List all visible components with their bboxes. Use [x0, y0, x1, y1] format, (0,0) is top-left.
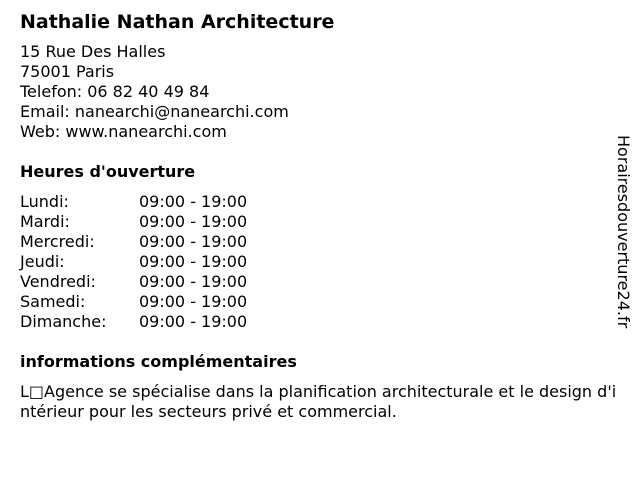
- hours-row-thursday: [20, 252, 620, 272]
- day-label: Dimanche:: [20, 312, 107, 331]
- hours-row-monday: [20, 192, 620, 212]
- watermark-text: Horairesdouverture24.fr: [614, 135, 633, 329]
- day-label: Vendredi:: [20, 272, 96, 291]
- time-range: 09:00 - 19:00: [139, 232, 248, 251]
- additional-info-text: L□Agence se spécialise dans la planification architecturale et le design d'intérieur pour les secteurs privé et commercial.: [20, 382, 617, 421]
- time-range: 09:00 - 19:00: [139, 272, 248, 291]
- phone-number: Telefon: 06 82 40 49 84: [20, 82, 210, 101]
- hours-row-wednesday: [20, 232, 620, 252]
- day-label: Jeudi:: [20, 252, 65, 271]
- time-range: 09:00 - 19:00: [139, 252, 248, 271]
- time-range: 09:00 - 19:00: [139, 212, 248, 231]
- street-address: 15 Rue Des Halles: [20, 42, 166, 61]
- hours-row-sunday: [20, 312, 620, 332]
- business-card: [20, 10, 620, 422]
- hours-row-saturday: [20, 292, 620, 312]
- hours-row-friday: [20, 272, 620, 292]
- time-range: 09:00 - 19:00: [139, 292, 248, 311]
- city-postcode: 75001 Paris: [20, 62, 115, 81]
- time-range: 09:00 - 19:00: [139, 192, 248, 211]
- time-range: 09:00 - 19:00: [139, 312, 248, 331]
- day-label: Lundi:: [20, 192, 69, 211]
- day-label: Samedi:: [20, 292, 86, 311]
- day-label: Mercredi:: [20, 232, 95, 251]
- opening-hours-table: [20, 192, 620, 332]
- business-name: Nathalie Nathan Architecture: [20, 11, 335, 33]
- day-label: Mardi:: [20, 212, 70, 231]
- additional-info-heading: informations complémentaires: [20, 352, 297, 371]
- website: Web: www.nanearchi.com: [20, 122, 227, 141]
- hours-row-tuesday: [20, 212, 620, 232]
- email-address: Email: nanearchi@nanearchi.com: [20, 102, 289, 121]
- opening-hours-heading: Heures d'ouverture: [20, 162, 196, 181]
